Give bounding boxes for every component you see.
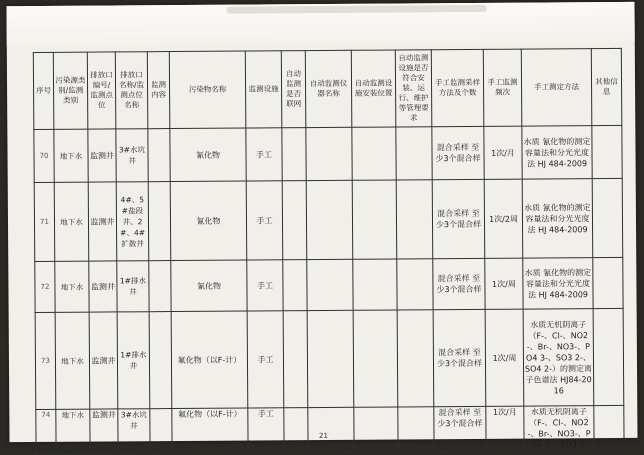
monitor-content [150,409,172,454]
header-cell: 自动监测是否联网 [281,51,306,128]
auto-instrument [306,180,353,259]
row-number: 71 [34,182,55,261]
header-cell: 手工监测采样方法及个数 [431,49,484,126]
header-cell: 污染源类别/监测类别 [53,52,88,129]
document-page [6,2,637,450]
test-method: 水质 氰化物的测定 容量法和分光光度法 HJ 484-2009 [523,258,593,309]
auto-location [354,407,398,452]
row-number: 74 [36,409,56,454]
point-name: 1#排水井 [117,261,149,312]
header-cell: 手工监测频次 [483,49,522,126]
point-name: 3#水坑井 [118,409,150,454]
auto-networked [282,128,306,181]
header-cell: 自动监测设施是否符合安装、运行、维护等管理要求 [395,50,432,127]
header-cell: 自动监测设施安装位置 [351,50,396,127]
header-cell: 污染物名称 [169,51,246,129]
point-code: 监测井 [89,261,117,312]
header-cell: 序号 [33,52,54,129]
header-cell: 其他信息 [591,48,622,125]
header-cell: 手工测定方法 [521,49,592,126]
monitor-content [148,182,171,261]
auto-instrument [308,407,354,452]
pollutant-name: 氰化物 [171,260,247,312]
row-number: 70 [34,129,54,182]
table-row [35,308,624,409]
monitor-content [149,261,171,312]
other-info [594,405,624,450]
monitor-frequency: 1次/周 [485,309,524,406]
monitor-frequency: 1次/月 [486,406,524,451]
other-info [592,125,622,178]
sampling-method: 混合采样 至少3个混合样 [432,126,484,179]
row-number: 73 [35,312,56,409]
monitor-frequency: 1次/周 [485,258,523,309]
auto-compliance [396,127,432,180]
monitor-frequency: 1次/2周 [484,179,523,258]
header-cell: 排放口编号/监测点位 [87,52,116,129]
monitor-facility: 手工 [247,260,283,311]
header-cell: 监测内容 [147,52,170,129]
pollution-type: 地下水 [54,129,88,182]
auto-location [352,127,396,180]
auto-networked [284,408,308,453]
auto-instrument [307,310,354,407]
point-code: 监测井 [88,129,116,182]
pollution-type: 地下水 [56,409,90,454]
header-band [6,2,634,46]
auto-location [352,180,397,259]
other-info [593,308,624,405]
auto-networked [283,311,308,408]
sampling-method: 混合采样 至少3个混合样 [432,179,485,258]
header-cell: 监测设施 [245,51,282,128]
test-method: 水质 氰化物的测定 容量法和分光光度法 HJ 484-2009 [522,179,593,258]
pollutant-name: 氰化物 [170,128,246,182]
pollutant-name: 氟化物（以F-计） [172,408,248,454]
auto-compliance [398,407,434,452]
monitor-facility: 手工 [246,128,282,181]
pollution-type: 地下水 [55,261,89,312]
test-method: 水质 氰化物的测定 容量法和分光光度法 HJ 484-2009 [522,126,592,179]
header-cell: 自动监测仪器名称 [305,50,352,127]
table-row [34,178,623,261]
sampling-method: 混合采样 至少3个混合样 [433,258,485,309]
sampling-method: 混合采样 至少3个混合样 [433,309,486,406]
auto-compliance [397,310,434,407]
table-row [34,125,622,182]
monitor-content [148,129,170,182]
pollution-type: 地下水 [55,312,90,409]
other-info [592,178,623,257]
header-row [33,48,622,129]
pollutant-name: 氟化物（以F-计） [171,311,248,409]
test-method: 水质无机阴离子（F-、Cl-、NO2-、Br-、NO3-、PO4 3-、SO3 2- [524,406,594,451]
pollutant-name: 氰化物 [170,181,247,261]
auto-compliance [396,180,433,259]
page-number: 21 [318,431,328,441]
test-method: 水质无机阴离子（F-、Cl-、NO2-、Br-、NO3-、PO4 3-、SO3 2-、SO4 2-）的测定离子色谱法 HJ84-2016 [523,309,594,406]
monitoring-table [33,48,625,455]
other-info [593,257,623,308]
monitor-facility: 手工 [248,408,284,453]
auto-compliance [397,259,433,310]
point-name: 1#排水井 [117,312,150,409]
faded-heading [226,5,486,14]
row-number: 72 [35,261,55,312]
table-row [35,257,623,312]
pollution-type: 地下水 [54,182,89,261]
sampling-method: 混合采样 至少3个混合样 [434,406,486,451]
auto-networked [283,260,307,311]
monitor-facility: 手工 [246,181,283,260]
header-cell: 排放口名称/监测点位名称 [115,52,148,129]
auto-location [353,259,397,310]
point-code: 监测井 [88,182,117,261]
auto-location [353,310,398,407]
point-name: 4#、5#盐段井、2#、4#扩散井 [116,182,149,261]
point-code: 监测井 [90,409,118,454]
auto-instrument [306,127,352,180]
monitor-facility: 手工 [247,311,284,408]
auto-networked [282,181,307,260]
point-name: 3#水坑井 [116,129,148,182]
monitor-content [149,312,172,409]
auto-instrument [307,259,353,310]
monitor-frequency: 1次/月 [484,126,522,179]
point-code: 监测井 [89,312,118,409]
